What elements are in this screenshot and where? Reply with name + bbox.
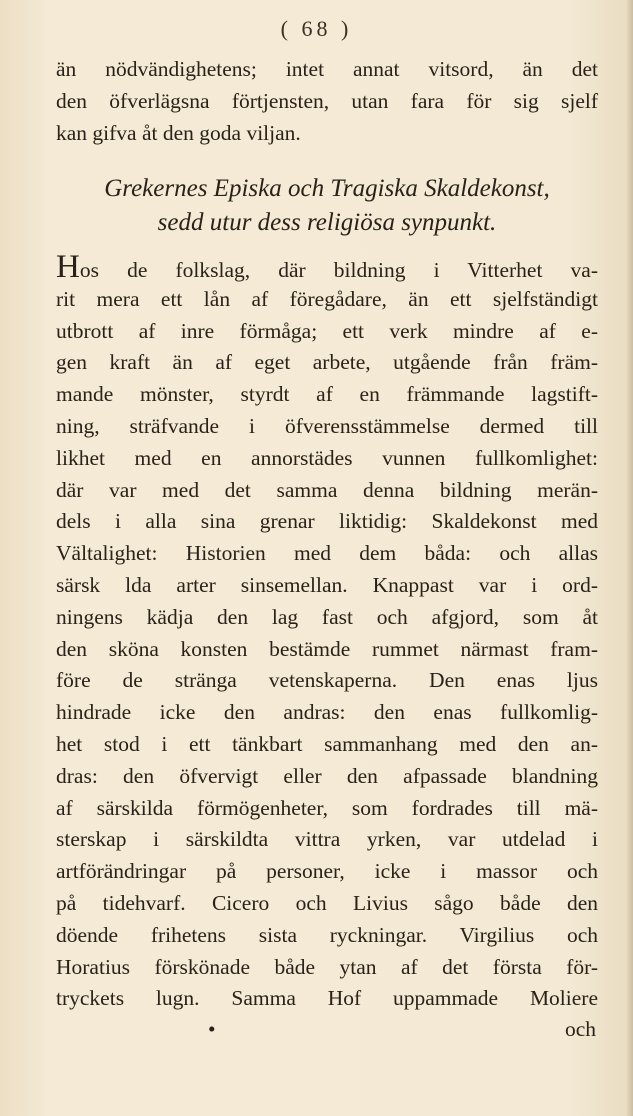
main-paragraph [56, 249, 598, 1015]
catchword: och [564, 1017, 596, 1041]
text-line: den sköna konsten bestämde rummet närmast fram- [56, 636, 598, 661]
text-line: mande mönster, styrdt af en främmande lagstift- [56, 382, 598, 407]
initial-letter: H [56, 249, 80, 285]
text-line: före de stränga vetenskaperna. Den enas ljus [56, 668, 598, 693]
text-line: den öfverlägsna förtjensten, utan fara för sig sjelf [56, 88, 598, 113]
text-line: dras: den öfvervigt eller den afpassade blandning [56, 763, 598, 788]
text-line: ningens kädja den lag fast och afgjord, som åt [56, 604, 598, 629]
page-edge [627, 0, 633, 1116]
signature-mark: • [208, 1017, 216, 1041]
text-line: artförändringar på personer, icke i massor och [56, 859, 598, 884]
page-number: ( 68 ) [280, 16, 353, 41]
text-line: hindrade icke den andras: den enas fullkomlig- [56, 700, 598, 725]
text-line: het stod i ett tänkbart sammanhang med den an- [56, 731, 598, 756]
text-line: än nödvändighetens; intet annat vitsord, än det [56, 57, 598, 81]
intro-paragraph [56, 54, 598, 149]
text-line: Horatius förskönade både ytan af det första för- [56, 954, 598, 979]
text-line: döende frihetens sista ryckningar. Virgilius och [56, 922, 598, 947]
text-line: Vältalighet: Historien med dem båda: och allas [56, 541, 598, 566]
heading-line: sedd utur dess religiösa synpunkt. [157, 209, 497, 236]
text-line: rit mera ett lån af föregådare, än ett sjelfständigt [56, 286, 598, 311]
text-line: där var med det samma denna bildning merän- [56, 477, 598, 502]
text-line: utbrott af inre förmåga; ett verk mindre af e- [56, 318, 598, 343]
text-line: likhet med en annorstädes vunnen fullkomlighet: [56, 445, 598, 470]
first-text-line [56, 249, 598, 285]
text-line: sterskap i särskildta vittra yrken, var utdelad i [56, 827, 598, 852]
text-line: af särskilda förmögenheter, som fordrades till mä- [56, 795, 598, 820]
first-line-text: os de folkslag, där bildning i Vitterhet va- [79, 258, 598, 282]
text-line: gen kraft än af eget arbete, utgående från främ- [56, 350, 598, 375]
heading-line: Grekernes Episka och Tragiska Skaldekonst, [104, 175, 550, 202]
section-heading [56, 172, 598, 240]
text-line: särsk lda arter sinsemellan. Knappast var i ord- [56, 572, 598, 597]
text-line: dels i alla sina grenar liktidig: Skaldekonst med [56, 509, 598, 534]
text-line: på tidehvarf. Cicero och Livius sågo både den [56, 890, 598, 915]
text-line: kan gifva åt den goda viljan. [56, 120, 301, 145]
text-line: tryckets lugn. Samma Hof uppammade Moliere [56, 986, 598, 1011]
text-line: ning, sträfvande i öfverensstämmelse dermed till [56, 413, 598, 438]
page-footer [56, 1013, 598, 1045]
